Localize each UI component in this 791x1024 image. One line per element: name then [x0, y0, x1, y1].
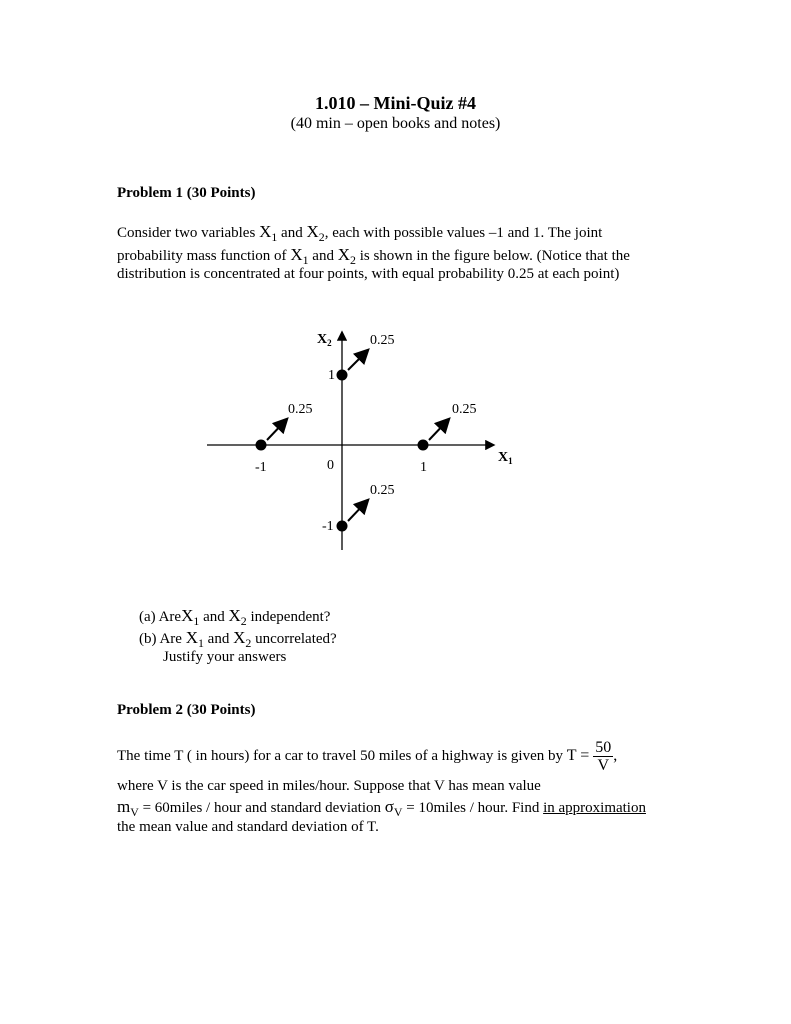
tick-y-neg: -1 [322, 519, 334, 534]
justify-note: Justify your answers [163, 649, 287, 665]
time-formula: T = $\frac{50}{V}$ , [566, 739, 618, 774]
tick-y-pos: 1 [328, 368, 335, 383]
tick-x-pos: 1 [420, 460, 427, 475]
prob-arrow-left [267, 420, 286, 440]
prob-label-top: 0.25 [370, 333, 395, 348]
problem-1-intro-line-1: Consider two variables $X_1$ and $X_2$, each with possible values –1 and 1. The joint [117, 222, 603, 244]
mass-point-left [256, 440, 267, 451]
prob-arrow-top [348, 351, 367, 370]
problem-1-heading: Problem 1 (30 Points) [117, 185, 256, 201]
prob-label-right: 0.25 [452, 402, 477, 417]
prob-label-left: 0.25 [288, 402, 313, 417]
mass-point-right [418, 440, 429, 451]
problem-2-line-1: The time T ( in hours) for a car to travel 50 miles of a highway is given by T = $\frac{50}{V}$ , [117, 739, 618, 774]
question-a: (a) AreX$_1$ and $X_2$ independent? [139, 606, 331, 628]
question-b: (b) Are $X_1$ and $X_2$ uncorrelated? [139, 628, 337, 650]
problem-1-intro-line-2: probability mass function of $X_1$ and $X_2$ is shown in the figure below. (Notice that the [117, 245, 630, 267]
tick-x-neg: -1 [255, 460, 267, 475]
problem-2-line-2: where V is the car speed in miles/hour. Suppose that V has mean value [117, 778, 541, 794]
origin-label: 0 [327, 458, 334, 473]
pmf-figure [200, 325, 520, 560]
problem-1-intro-line-3: distribution is concentrated at four points, with equal probability 0.25 at each point) [117, 266, 620, 282]
x-axis-label: $X_1$ [498, 450, 513, 466]
mass-point-top [337, 370, 348, 381]
problem-2-line-3: $m_V$ = 60miles / hour and standard deviation $\sigma_V$ = 10miles / hour. Find in approximation [117, 797, 646, 819]
y-axis-label: $X_2$ [317, 332, 332, 348]
prob-arrow-right [429, 420, 448, 440]
problem-2-heading: Problem 2 (30 Points) [117, 702, 256, 718]
prob-arrow-bottom [348, 501, 367, 521]
prob-label-bottom: 0.25 [370, 483, 395, 498]
quiz-title: 1.010 – Mini-Quiz #4 [315, 93, 476, 113]
mass-point-bottom [337, 521, 348, 532]
problem-2-line-4: the mean value and standard deviation of T. [117, 819, 379, 835]
quiz-subtitle: (40 min – open books and notes) [290, 115, 501, 132]
